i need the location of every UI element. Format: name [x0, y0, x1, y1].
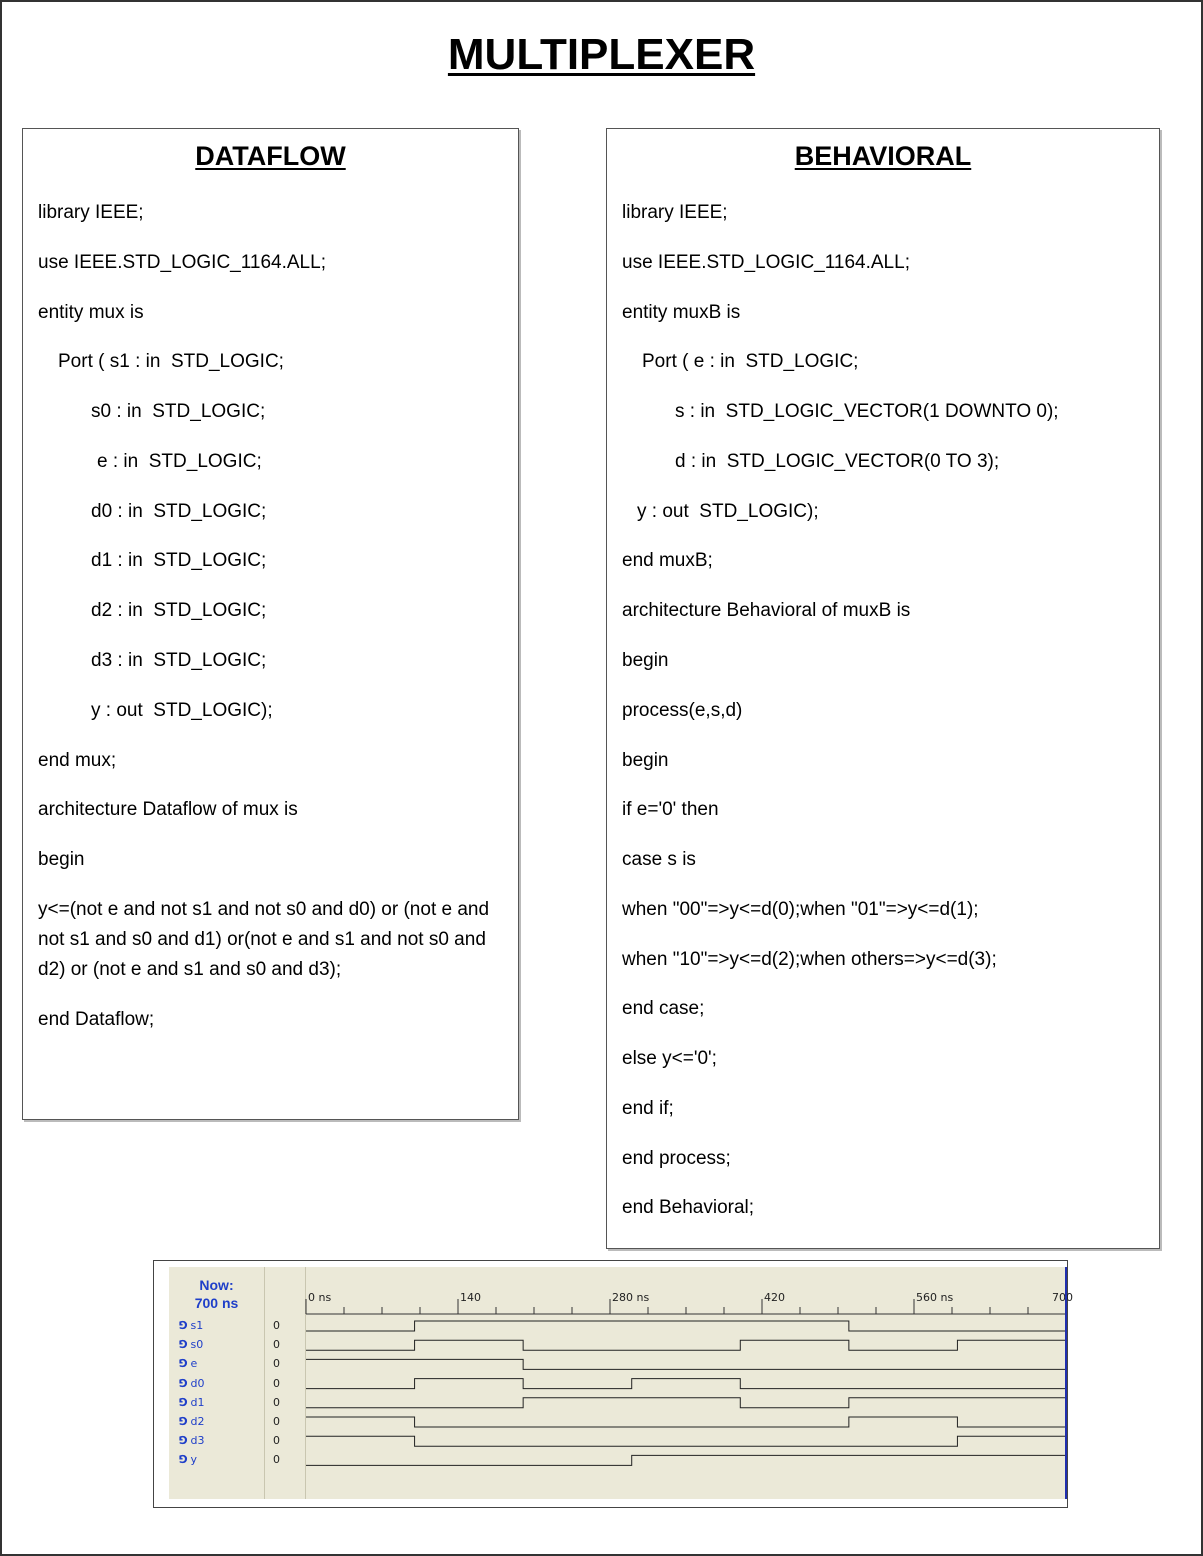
time-tick-label: 420: [764, 1291, 785, 1304]
code-line: end Behavioral;: [622, 1197, 755, 1218]
code-line: begin: [622, 650, 669, 671]
waveform-viewer: [153, 1260, 1073, 1508]
code-line: s : in STD_LOGIC_VECTOR(1 DOWNTO 0);: [675, 401, 1059, 422]
code-line: end case;: [622, 998, 705, 1019]
code-line: entity muxB is: [622, 302, 741, 323]
page-title: MULTIPLEXER: [447, 30, 756, 79]
signal-waveform-y: [306, 1455, 1066, 1465]
code-line: d0 : in STD_LOGIC;: [91, 501, 267, 522]
signal-value: 0: [273, 1319, 280, 1332]
signal-icon: ⅁: [179, 1357, 188, 1371]
signal-label: d1: [190, 1395, 205, 1409]
now-value: 700 ns: [194, 1295, 239, 1311]
code-line: begin: [38, 849, 85, 870]
signal-label: y: [190, 1453, 198, 1467]
signal-icon: ⅁: [179, 1395, 188, 1409]
signal-value: 0: [273, 1357, 280, 1371]
signal-icon: ⅁: [179, 1376, 188, 1390]
code-line: d2 : in STD_LOGIC;: [91, 600, 267, 621]
code-line: end if;: [622, 1098, 674, 1119]
code-line: y<=(not e and not s1 and not s0 and d0) or (not e and not s1 and s0 and d1) or(not e and s1 and not s0 and d2) or (not e and s1 and s0 and d3);: [38, 899, 490, 980]
signal-icon: ⅁: [179, 1319, 188, 1332]
code-line: architecture Behavioral of muxB is: [622, 600, 911, 621]
signal-label: d0: [190, 1376, 205, 1390]
signal-value: 0: [273, 1415, 280, 1428]
signal-waveform-d3: [306, 1436, 1066, 1446]
signal-label: d2: [190, 1415, 205, 1428]
signal-label: s1: [190, 1319, 204, 1332]
code-line: end mux;: [38, 750, 117, 771]
signal-icon: ⅁: [179, 1453, 188, 1467]
waveform-area: [169, 1267, 1073, 1499]
code-line: e : in STD_LOGIC;: [97, 451, 262, 472]
time-tick-label: 140: [460, 1291, 481, 1304]
code-line: end muxB;: [622, 550, 713, 571]
code-line: d : in STD_LOGIC_VECTOR(0 TO 3);: [675, 451, 1000, 472]
code-line: Port ( s1 : in STD_LOGIC;: [58, 351, 284, 372]
signal-value: 0: [273, 1434, 280, 1448]
code-line: d1 : in STD_LOGIC;: [91, 550, 267, 571]
signal-waveform-s1: [306, 1321, 1066, 1331]
time-tick-label: 0 ns: [308, 1291, 332, 1304]
signal-value: 0: [273, 1453, 280, 1467]
code-line: process(e,s,d): [622, 700, 743, 721]
code-line: y : out STD_LOGIC);: [637, 501, 819, 522]
dataflow-panel: [22, 128, 519, 1120]
signal-label: d3: [190, 1434, 205, 1448]
code-line: end process;: [622, 1148, 731, 1169]
time-tick-label: 280 ns: [612, 1291, 650, 1304]
code-line: d3 : in STD_LOGIC;: [91, 650, 267, 671]
code-line: end Dataflow;: [38, 1009, 155, 1030]
signal-value: 0: [273, 1376, 280, 1390]
signal-waveform-d2: [306, 1417, 1066, 1427]
code-line: Port ( e : in STD_LOGIC;: [642, 351, 859, 372]
code-line: case s is: [622, 849, 696, 870]
code-line: entity mux is: [38, 302, 144, 323]
signal-waveform-e: [306, 1359, 1066, 1369]
code-line: y : out STD_LOGIC);: [91, 700, 273, 721]
code-line: s0 : in STD_LOGIC;: [91, 401, 266, 422]
signal-label: e: [190, 1357, 198, 1371]
code-line: begin: [622, 750, 669, 771]
code-line: when "00"=>y<=d(0);when "01"=>y<=d(1);: [622, 899, 979, 920]
signal-value: 0: [273, 1338, 280, 1352]
signal-waveform-d1: [306, 1398, 1066, 1408]
dataflow-heading: DATAFLOW: [195, 141, 346, 171]
code-line: use IEEE.STD_LOGIC_1164.ALL;: [622, 252, 910, 273]
code-line: architecture Dataflow of mux is: [38, 799, 298, 820]
signal-icon: ⅁: [179, 1434, 188, 1448]
signal-value: 0: [273, 1395, 280, 1409]
code-line: else y<='0';: [622, 1048, 717, 1069]
signal-label: s0: [190, 1338, 204, 1352]
time-tick-label: 560 ns: [916, 1291, 954, 1304]
waveform-plot: [169, 1267, 1067, 1499]
signal-icon: ⅁: [179, 1338, 188, 1352]
behavioral-heading: BEHAVIORAL: [794, 141, 972, 171]
code-line: library IEEE;: [622, 202, 728, 223]
time-tick-label: 700: [1052, 1291, 1073, 1304]
behavioral-panel: [606, 128, 1160, 1249]
code-line: library IEEE;: [38, 202, 144, 223]
now-label: Now:: [199, 1277, 234, 1293]
code-line: when "10"=>y<=d(2);when others=>y<=d(3);: [622, 949, 997, 970]
code-line: if e='0' then: [622, 799, 719, 820]
code-line: use IEEE.STD_LOGIC_1164.ALL;: [38, 252, 326, 273]
signal-icon: ⅁: [179, 1415, 188, 1428]
signal-waveform-s0: [306, 1340, 1066, 1350]
signal-waveform-d0: [306, 1379, 1066, 1389]
